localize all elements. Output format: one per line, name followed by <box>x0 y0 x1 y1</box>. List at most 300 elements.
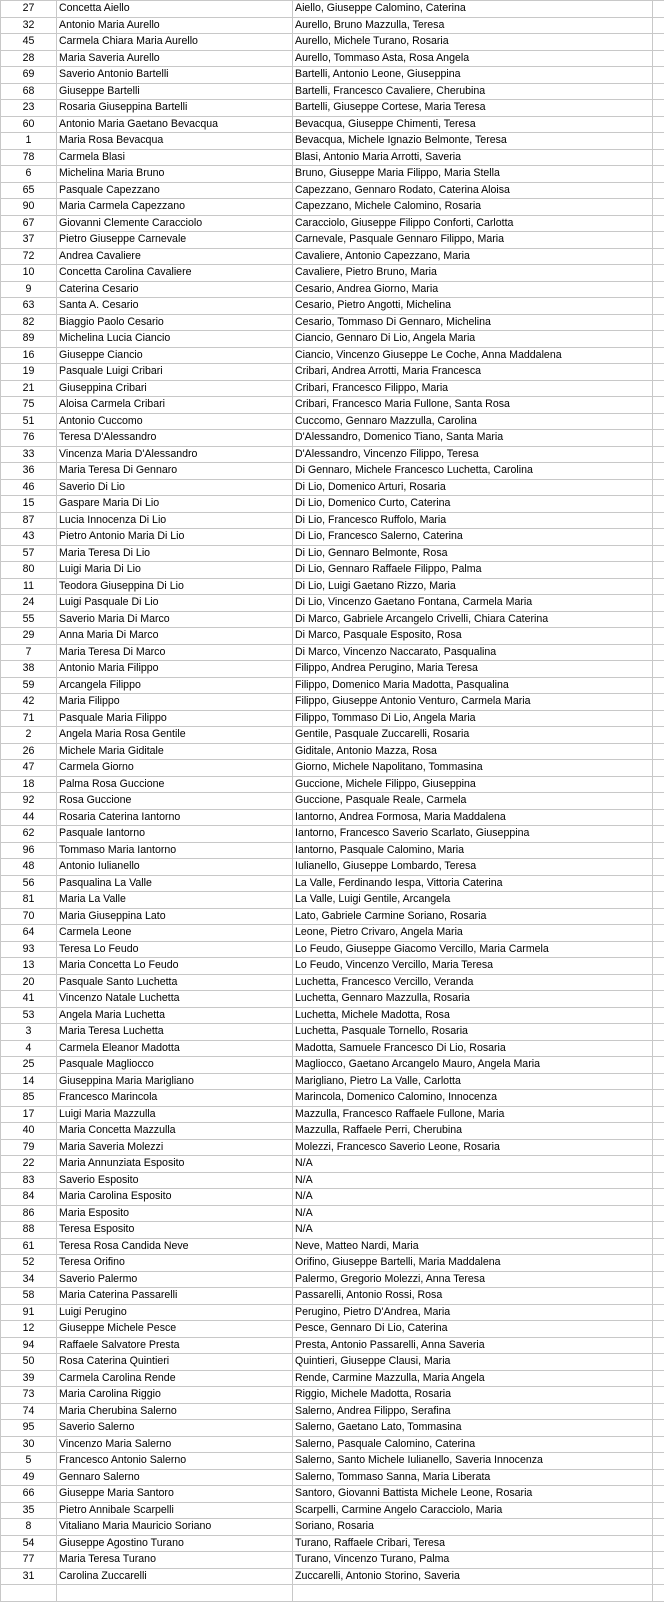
parents-cell[interactable]: Filippo, Domenico Maria Madotta, Pasqualina <box>293 677 653 694</box>
empty-cell[interactable] <box>653 974 664 991</box>
id-cell[interactable]: 16 <box>1 347 57 364</box>
name-cell[interactable]: Carmela Leone <box>57 925 293 942</box>
parents-cell[interactable]: Magliocco, Gaetano Arcangelo Mauro, Angela Maria <box>293 1057 653 1074</box>
empty-cell[interactable] <box>653 628 664 645</box>
id-cell[interactable]: 88 <box>1 1222 57 1239</box>
name-cell[interactable]: Carmela Carolina Rende <box>57 1370 293 1387</box>
parents-cell[interactable]: Di Lio, Gennaro Raffaele Filippo, Palma <box>293 562 653 579</box>
name-cell[interactable]: Luigi Maria Di Lio <box>57 562 293 579</box>
id-cell[interactable]: 39 <box>1 1370 57 1387</box>
parents-cell[interactable]: Molezzi, Francesco Saverio Leone, Rosaria <box>293 1139 653 1156</box>
name-cell[interactable]: Pietro Annibale Scarpelli <box>57 1502 293 1519</box>
id-cell[interactable]: 32 <box>1 17 57 34</box>
parents-cell[interactable]: Leone, Pietro Crivaro, Angela Maria <box>293 925 653 942</box>
id-cell[interactable]: 69 <box>1 67 57 84</box>
name-cell[interactable]: Maria Carolina Riggio <box>57 1387 293 1404</box>
id-cell[interactable]: 72 <box>1 248 57 265</box>
name-cell[interactable]: Francesco Marincola <box>57 1090 293 1107</box>
parents-cell[interactable]: Aiello, Giuseppe Calomino, Caterina <box>293 1 653 18</box>
parents-cell[interactable]: Zuccarelli, Antonio Storino, Saveria <box>293 1568 653 1585</box>
id-cell[interactable]: 8 <box>1 1519 57 1536</box>
name-cell[interactable]: Vincenzo Maria Salerno <box>57 1436 293 1453</box>
id-cell[interactable]: 21 <box>1 380 57 397</box>
empty-cell[interactable] <box>653 149 664 166</box>
id-cell[interactable]: 59 <box>1 677 57 694</box>
name-cell[interactable]: Maria Saveria Aurello <box>57 50 293 67</box>
id-cell[interactable]: 40 <box>1 1123 57 1140</box>
empty-cell[interactable] <box>653 661 664 678</box>
empty-cell[interactable] <box>653 1 664 18</box>
empty-cell[interactable] <box>653 1172 664 1189</box>
parents-cell[interactable]: Carnevale, Pasquale Gennaro Filippo, Maria <box>293 232 653 249</box>
parents-cell[interactable]: Guccione, Michele Filippo, Giuseppina <box>293 776 653 793</box>
parents-cell[interactable]: Blasi, Antonio Maria Arrotti, Saveria <box>293 149 653 166</box>
name-cell[interactable]: Carmela Chiara Maria Aurello <box>57 34 293 51</box>
empty-cell[interactable] <box>653 1568 664 1585</box>
empty-cell[interactable] <box>653 446 664 463</box>
empty-cell[interactable] <box>653 496 664 513</box>
parents-cell[interactable]: Lo Feudo, Giuseppe Giacomo Vercillo, Maria Carmela <box>293 941 653 958</box>
id-cell[interactable]: 42 <box>1 694 57 711</box>
name-cell[interactable] <box>57 1585 293 1602</box>
name-cell[interactable]: Antonio Cuccomo <box>57 413 293 430</box>
empty-cell[interactable] <box>653 248 664 265</box>
id-cell[interactable]: 78 <box>1 149 57 166</box>
name-cell[interactable]: Pasquale Magliocco <box>57 1057 293 1074</box>
name-cell[interactable]: Rosaria Giuseppina Bartelli <box>57 100 293 117</box>
parents-cell[interactable]: Turano, Vincenzo Turano, Palma <box>293 1552 653 1569</box>
parents-cell[interactable]: Luchetta, Pasquale Tornello, Rosaria <box>293 1024 653 1041</box>
parents-cell[interactable]: Ciancio, Gennaro Di Lio, Angela Maria <box>293 331 653 348</box>
parents-cell[interactable]: Mazzulla, Raffaele Perri, Cherubina <box>293 1123 653 1140</box>
id-cell[interactable]: 77 <box>1 1552 57 1569</box>
id-cell[interactable]: 84 <box>1 1189 57 1206</box>
empty-cell[interactable] <box>653 1486 664 1503</box>
parents-cell[interactable]: Iantorno, Andrea Formosa, Maria Maddalena <box>293 809 653 826</box>
name-cell[interactable]: Angela Maria Luchetta <box>57 1007 293 1024</box>
id-cell[interactable]: 53 <box>1 1007 57 1024</box>
empty-cell[interactable] <box>653 826 664 843</box>
name-cell[interactable]: Tommaso Maria Iantorno <box>57 842 293 859</box>
name-cell[interactable]: Saverio Palermo <box>57 1271 293 1288</box>
parents-cell[interactable]: Iantorno, Pasquale Calomino, Maria <box>293 842 653 859</box>
parents-cell[interactable]: La Valle, Ferdinando Iespa, Vittoria Caterina <box>293 875 653 892</box>
name-cell[interactable]: Antonio Maria Gaetano Bevacqua <box>57 116 293 133</box>
empty-cell[interactable] <box>653 1420 664 1437</box>
empty-cell[interactable] <box>653 1370 664 1387</box>
name-cell[interactable]: Concetta Aiello <box>57 1 293 18</box>
parents-cell[interactable]: N/A <box>293 1189 653 1206</box>
name-cell[interactable]: Giuseppe Michele Pesce <box>57 1321 293 1338</box>
parents-cell[interactable]: Bartelli, Antonio Leone, Giuseppina <box>293 67 653 84</box>
name-cell[interactable]: Saverio Maria Di Marco <box>57 611 293 628</box>
id-cell[interactable]: 35 <box>1 1502 57 1519</box>
parents-cell[interactable]: Aurello, Tommaso Asta, Rosa Angela <box>293 50 653 67</box>
parents-cell[interactable]: Di Lio, Domenico Curto, Caterina <box>293 496 653 513</box>
name-cell[interactable]: Maria Cherubina Salerno <box>57 1403 293 1420</box>
name-cell[interactable]: Carmela Blasi <box>57 149 293 166</box>
id-cell[interactable]: 90 <box>1 199 57 216</box>
empty-cell[interactable] <box>653 1585 664 1602</box>
parents-cell[interactable]: Luchetta, Gennaro Mazzulla, Rosaria <box>293 991 653 1008</box>
empty-cell[interactable] <box>653 793 664 810</box>
empty-cell[interactable] <box>653 1436 664 1453</box>
id-cell[interactable]: 63 <box>1 298 57 315</box>
id-cell[interactable]: 28 <box>1 50 57 67</box>
empty-cell[interactable] <box>653 1123 664 1140</box>
id-cell[interactable]: 2 <box>1 727 57 744</box>
parents-cell[interactable]: Passarelli, Antonio Rossi, Rosa <box>293 1288 653 1305</box>
parents-cell[interactable]: Di Lio, Francesco Salerno, Caterina <box>293 529 653 546</box>
parents-cell[interactable]: Presta, Antonio Passarelli, Anna Saveria <box>293 1337 653 1354</box>
parents-cell[interactable]: Aurello, Bruno Mazzulla, Teresa <box>293 17 653 34</box>
id-cell[interactable]: 61 <box>1 1238 57 1255</box>
parents-cell[interactable]: Orifino, Giuseppe Bartelli, Maria Maddalena <box>293 1255 653 1272</box>
parents-cell[interactable]: Bartelli, Francesco Cavaliere, Cherubina <box>293 83 653 100</box>
empty-cell[interactable] <box>653 347 664 364</box>
id-cell[interactable]: 43 <box>1 529 57 546</box>
id-cell[interactable]: 89 <box>1 331 57 348</box>
name-cell[interactable]: Arcangela Filippo <box>57 677 293 694</box>
id-cell[interactable]: 45 <box>1 34 57 51</box>
parents-cell[interactable]: D'Alessandro, Vincenzo Filippo, Teresa <box>293 446 653 463</box>
empty-cell[interactable] <box>653 1552 664 1569</box>
id-cell[interactable]: 3 <box>1 1024 57 1041</box>
id-cell[interactable]: 29 <box>1 628 57 645</box>
name-cell[interactable]: Pasquale Iantorno <box>57 826 293 843</box>
parents-cell[interactable]: Santoro, Giovanni Battista Michele Leone, Rosaria <box>293 1486 653 1503</box>
empty-cell[interactable] <box>653 1403 664 1420</box>
empty-cell[interactable] <box>653 215 664 232</box>
empty-cell[interactable] <box>653 1288 664 1305</box>
empty-cell[interactable] <box>653 1387 664 1404</box>
name-cell[interactable]: Luigi Perugino <box>57 1304 293 1321</box>
id-cell[interactable]: 96 <box>1 842 57 859</box>
id-cell[interactable]: 60 <box>1 116 57 133</box>
empty-cell[interactable] <box>653 743 664 760</box>
empty-cell[interactable] <box>653 314 664 331</box>
name-cell[interactable]: Caterina Cesario <box>57 281 293 298</box>
name-cell[interactable]: Maria Teresa Di Lio <box>57 545 293 562</box>
parents-cell[interactable]: La Valle, Luigi Gentile, Arcangela <box>293 892 653 909</box>
parents-cell[interactable]: Cuccomo, Gennaro Mazzulla, Carolina <box>293 413 653 430</box>
parents-cell[interactable]: Soriano, Rosaria <box>293 1519 653 1536</box>
id-cell[interactable]: 71 <box>1 710 57 727</box>
id-cell[interactable]: 57 <box>1 545 57 562</box>
id-cell[interactable]: 31 <box>1 1568 57 1585</box>
name-cell[interactable]: Michele Maria Giditale <box>57 743 293 760</box>
parents-cell[interactable]: Guccione, Pasquale Reale, Carmela <box>293 793 653 810</box>
name-cell[interactable]: Maria Concetta Mazzulla <box>57 1123 293 1140</box>
empty-cell[interactable] <box>653 182 664 199</box>
id-cell[interactable]: 47 <box>1 760 57 777</box>
name-cell[interactable]: Maria Concetta Lo Feudo <box>57 958 293 975</box>
empty-cell[interactable] <box>653 1007 664 1024</box>
empty-cell[interactable] <box>653 1106 664 1123</box>
parents-cell[interactable]: Turano, Raffaele Cribari, Teresa <box>293 1535 653 1552</box>
name-cell[interactable]: Maria Filippo <box>57 694 293 711</box>
name-cell[interactable]: Teresa Orifino <box>57 1255 293 1272</box>
id-cell[interactable]: 5 <box>1 1453 57 1470</box>
id-cell[interactable]: 76 <box>1 430 57 447</box>
empty-cell[interactable] <box>653 875 664 892</box>
name-cell[interactable]: Pasquale Capezzano <box>57 182 293 199</box>
empty-cell[interactable] <box>653 1453 664 1470</box>
empty-cell[interactable] <box>653 677 664 694</box>
id-cell[interactable]: 74 <box>1 1403 57 1420</box>
empty-cell[interactable] <box>653 1073 664 1090</box>
name-cell[interactable]: Vincenzo Natale Luchetta <box>57 991 293 1008</box>
id-cell[interactable]: 82 <box>1 314 57 331</box>
empty-cell[interactable] <box>653 199 664 216</box>
id-cell[interactable]: 58 <box>1 1288 57 1305</box>
name-cell[interactable]: Michelina Maria Bruno <box>57 166 293 183</box>
id-cell[interactable]: 4 <box>1 1040 57 1057</box>
empty-cell[interactable] <box>653 463 664 480</box>
id-cell[interactable]: 18 <box>1 776 57 793</box>
name-cell[interactable]: Angela Maria Rosa Gentile <box>57 727 293 744</box>
name-cell[interactable]: Teresa Rosa Candida Neve <box>57 1238 293 1255</box>
id-cell[interactable]: 86 <box>1 1205 57 1222</box>
parents-cell[interactable]: Giorno, Michele Napolitano, Tommasina <box>293 760 653 777</box>
parents-cell[interactable]: Cavaliere, Antonio Capezzano, Maria <box>293 248 653 265</box>
id-cell[interactable]: 15 <box>1 496 57 513</box>
parents-cell[interactable]: Pesce, Gennaro Di Lio, Caterina <box>293 1321 653 1338</box>
empty-cell[interactable] <box>653 364 664 381</box>
parents-cell[interactable]: Di Lio, Gennaro Belmonte, Rosa <box>293 545 653 562</box>
id-cell[interactable]: 38 <box>1 661 57 678</box>
parents-cell[interactable]: N/A <box>293 1156 653 1173</box>
parents-cell[interactable]: Luchetta, Francesco Vercillo, Veranda <box>293 974 653 991</box>
parents-cell[interactable]: Salerno, Tommaso Sanna, Maria Liberata <box>293 1469 653 1486</box>
id-cell[interactable]: 64 <box>1 925 57 942</box>
parents-cell[interactable]: Perugino, Pietro D'Andrea, Maria <box>293 1304 653 1321</box>
parents-cell[interactable]: Di Lio, Vincenzo Gaetano Fontana, Carmela Maria <box>293 595 653 612</box>
id-cell[interactable]: 92 <box>1 793 57 810</box>
parents-cell[interactable]: Ciancio, Vincenzo Giuseppe Le Coche, Anna Maddalena <box>293 347 653 364</box>
empty-cell[interactable] <box>653 1040 664 1057</box>
name-cell[interactable]: Maria Esposito <box>57 1205 293 1222</box>
id-cell[interactable]: 37 <box>1 232 57 249</box>
name-cell[interactable]: Pasquale Luigi Cribari <box>57 364 293 381</box>
name-cell[interactable]: Giuseppe Maria Santoro <box>57 1486 293 1503</box>
empty-cell[interactable] <box>653 265 664 282</box>
parents-cell[interactable]: Di Lio, Domenico Arturi, Rosaria <box>293 479 653 496</box>
parents-cell[interactable]: Di Lio, Luigi Gaetano Rizzo, Maria <box>293 578 653 595</box>
id-cell[interactable]: 91 <box>1 1304 57 1321</box>
name-cell[interactable]: Gaspare Maria Di Lio <box>57 496 293 513</box>
parents-cell[interactable]: Lo Feudo, Vincenzo Vercillo, Maria Teresa <box>293 958 653 975</box>
name-cell[interactable]: Maria Teresa Luchetta <box>57 1024 293 1041</box>
parents-cell[interactable]: Cribari, Francesco Filippo, Maria <box>293 380 653 397</box>
name-cell[interactable]: Saverio Salerno <box>57 1420 293 1437</box>
empty-cell[interactable] <box>653 727 664 744</box>
parents-cell[interactable]: Bruno, Giuseppe Maria Filippo, Maria Stella <box>293 166 653 183</box>
name-cell[interactable]: Maria Annunziata Esposito <box>57 1156 293 1173</box>
empty-cell[interactable] <box>653 1469 664 1486</box>
empty-cell[interactable] <box>653 892 664 909</box>
name-cell[interactable]: Teresa D'Alessandro <box>57 430 293 447</box>
empty-cell[interactable] <box>653 1024 664 1041</box>
id-cell[interactable]: 14 <box>1 1073 57 1090</box>
empty-cell[interactable] <box>653 1156 664 1173</box>
id-cell[interactable]: 10 <box>1 265 57 282</box>
parents-cell[interactable]: Caracciolo, Giuseppe Filippo Conforti, Carlotta <box>293 215 653 232</box>
id-cell[interactable]: 44 <box>1 809 57 826</box>
parents-cell[interactable]: N/A <box>293 1205 653 1222</box>
parents-cell[interactable]: Capezzano, Michele Calomino, Rosaria <box>293 199 653 216</box>
empty-cell[interactable] <box>653 776 664 793</box>
id-cell[interactable]: 79 <box>1 1139 57 1156</box>
empty-cell[interactable] <box>653 1502 664 1519</box>
empty-cell[interactable] <box>653 1271 664 1288</box>
id-cell[interactable]: 20 <box>1 974 57 991</box>
id-cell[interactable]: 85 <box>1 1090 57 1107</box>
name-cell[interactable]: Giuseppe Agostino Turano <box>57 1535 293 1552</box>
parents-cell[interactable]: Cribari, Andrea Arrotti, Maria Francesca <box>293 364 653 381</box>
id-cell[interactable]: 17 <box>1 1106 57 1123</box>
name-cell[interactable]: Santa A. Cesario <box>57 298 293 315</box>
name-cell[interactable]: Rosa Caterina Quintieri <box>57 1354 293 1371</box>
name-cell[interactable]: Rosa Guccione <box>57 793 293 810</box>
name-cell[interactable]: Giuseppina Maria Marigliano <box>57 1073 293 1090</box>
parents-cell[interactable]: Bartelli, Giuseppe Cortese, Maria Teresa <box>293 100 653 117</box>
parents-cell[interactable]: Marigliano, Pietro La Valle, Carlotta <box>293 1073 653 1090</box>
id-cell[interactable]: 65 <box>1 182 57 199</box>
parents-cell[interactable]: Cavaliere, Pietro Bruno, Maria <box>293 265 653 282</box>
empty-cell[interactable] <box>653 644 664 661</box>
parents-cell[interactable]: Cesario, Tommaso Di Gennaro, Michelina <box>293 314 653 331</box>
empty-cell[interactable] <box>653 1535 664 1552</box>
name-cell[interactable]: Giuseppe Bartelli <box>57 83 293 100</box>
empty-cell[interactable] <box>653 67 664 84</box>
parents-cell[interactable]: Riggio, Michele Madotta, Rosaria <box>293 1387 653 1404</box>
id-cell[interactable]: 23 <box>1 100 57 117</box>
parents-cell[interactable]: Di Marco, Vincenzo Naccarato, Pasqualina <box>293 644 653 661</box>
parents-cell[interactable]: Iantorno, Francesco Saverio Scarlato, Giuseppina <box>293 826 653 843</box>
name-cell[interactable]: Michelina Lucia Ciancio <box>57 331 293 348</box>
name-cell[interactable]: Pasquale Maria Filippo <box>57 710 293 727</box>
parents-cell[interactable]: Quintieri, Giuseppe Clausi, Maria <box>293 1354 653 1371</box>
empty-cell[interactable] <box>653 991 664 1008</box>
parents-cell[interactable]: Bevacqua, Giuseppe Chimenti, Teresa <box>293 116 653 133</box>
id-cell[interactable]: 94 <box>1 1337 57 1354</box>
id-cell[interactable]: 49 <box>1 1469 57 1486</box>
name-cell[interactable]: Lucia Innocenza Di Lio <box>57 512 293 529</box>
name-cell[interactable]: Teresa Esposito <box>57 1222 293 1239</box>
id-cell[interactable]: 36 <box>1 463 57 480</box>
id-cell[interactable]: 22 <box>1 1156 57 1173</box>
id-cell[interactable]: 41 <box>1 991 57 1008</box>
empty-cell[interactable] <box>653 413 664 430</box>
id-cell[interactable]: 93 <box>1 941 57 958</box>
id-cell[interactable]: 95 <box>1 1420 57 1437</box>
parents-cell[interactable]: Cribari, Francesco Maria Fullone, Santa Rosa <box>293 397 653 414</box>
id-cell[interactable]: 33 <box>1 446 57 463</box>
id-cell[interactable] <box>1 1585 57 1602</box>
empty-cell[interactable] <box>653 397 664 414</box>
empty-cell[interactable] <box>653 116 664 133</box>
id-cell[interactable]: 19 <box>1 364 57 381</box>
id-cell[interactable]: 50 <box>1 1354 57 1371</box>
name-cell[interactable]: Anna Maria Di Marco <box>57 628 293 645</box>
name-cell[interactable]: Teresa Lo Feudo <box>57 941 293 958</box>
empty-cell[interactable] <box>653 694 664 711</box>
empty-cell[interactable] <box>653 1519 664 1536</box>
empty-cell[interactable] <box>653 1189 664 1206</box>
name-cell[interactable]: Pasqualina La Valle <box>57 875 293 892</box>
name-cell[interactable]: Aloisa Carmela Cribari <box>57 397 293 414</box>
parents-cell[interactable]: N/A <box>293 1172 653 1189</box>
name-cell[interactable]: Maria Caterina Passarelli <box>57 1288 293 1305</box>
name-cell[interactable]: Palma Rosa Guccione <box>57 776 293 793</box>
parents-cell[interactable]: Lato, Gabriele Carmine Soriano, Rosaria <box>293 908 653 925</box>
empty-cell[interactable] <box>653 50 664 67</box>
name-cell[interactable]: Maria Teresa Turano <box>57 1552 293 1569</box>
empty-cell[interactable] <box>653 1139 664 1156</box>
id-cell[interactable]: 27 <box>1 1 57 18</box>
parents-cell[interactable]: Aurello, Michele Turano, Rosaria <box>293 34 653 51</box>
parents-cell[interactable]: Capezzano, Gennaro Rodato, Caterina Aloisa <box>293 182 653 199</box>
id-cell[interactable]: 87 <box>1 512 57 529</box>
parents-cell[interactable]: Filippo, Andrea Perugino, Maria Teresa <box>293 661 653 678</box>
id-cell[interactable]: 67 <box>1 215 57 232</box>
empty-cell[interactable] <box>653 941 664 958</box>
id-cell[interactable]: 6 <box>1 166 57 183</box>
name-cell[interactable]: Luigi Maria Mazzulla <box>57 1106 293 1123</box>
parents-cell[interactable]: Salerno, Pasquale Calomino, Caterina <box>293 1436 653 1453</box>
name-cell[interactable]: Maria Carolina Esposito <box>57 1189 293 1206</box>
id-cell[interactable]: 26 <box>1 743 57 760</box>
empty-cell[interactable] <box>653 298 664 315</box>
empty-cell[interactable] <box>653 842 664 859</box>
empty-cell[interactable] <box>653 958 664 975</box>
parents-cell[interactable]: D'Alessandro, Domenico Tiano, Santa Maria <box>293 430 653 447</box>
name-cell[interactable]: Giuseppe Ciancio <box>57 347 293 364</box>
empty-cell[interactable] <box>653 595 664 612</box>
empty-cell[interactable] <box>653 1337 664 1354</box>
id-cell[interactable]: 56 <box>1 875 57 892</box>
empty-cell[interactable] <box>653 380 664 397</box>
empty-cell[interactable] <box>653 760 664 777</box>
id-cell[interactable]: 83 <box>1 1172 57 1189</box>
name-cell[interactable]: Vitaliano Maria Mauricio Soriano <box>57 1519 293 1536</box>
name-cell[interactable]: Maria Giuseppina Lato <box>57 908 293 925</box>
parents-cell[interactable]: Scarpelli, Carmine Angelo Caracciolo, Maria <box>293 1502 653 1519</box>
id-cell[interactable]: 68 <box>1 83 57 100</box>
name-cell[interactable]: Pietro Giuseppe Carnevale <box>57 232 293 249</box>
parents-cell[interactable]: Marincola, Domenico Calomino, Innocenza <box>293 1090 653 1107</box>
name-cell[interactable]: Carmela Eleanor Madotta <box>57 1040 293 1057</box>
empty-cell[interactable] <box>653 281 664 298</box>
parents-cell[interactable]: Di Lio, Francesco Ruffolo, Maria <box>293 512 653 529</box>
name-cell[interactable]: Saverio Di Lio <box>57 479 293 496</box>
empty-cell[interactable] <box>653 1205 664 1222</box>
empty-cell[interactable] <box>653 83 664 100</box>
empty-cell[interactable] <box>653 562 664 579</box>
empty-cell[interactable] <box>653 1354 664 1371</box>
empty-cell[interactable] <box>653 133 664 150</box>
id-cell[interactable]: 80 <box>1 562 57 579</box>
empty-cell[interactable] <box>653 1057 664 1074</box>
name-cell[interactable]: Maria Teresa Di Gennaro <box>57 463 293 480</box>
name-cell[interactable]: Pietro Antonio Maria Di Lio <box>57 529 293 546</box>
id-cell[interactable]: 25 <box>1 1057 57 1074</box>
name-cell[interactable]: Concetta Carolina Cavaliere <box>57 265 293 282</box>
empty-cell[interactable] <box>653 545 664 562</box>
empty-cell[interactable] <box>653 1255 664 1272</box>
name-cell[interactable]: Giovanni Clemente Caracciolo <box>57 215 293 232</box>
